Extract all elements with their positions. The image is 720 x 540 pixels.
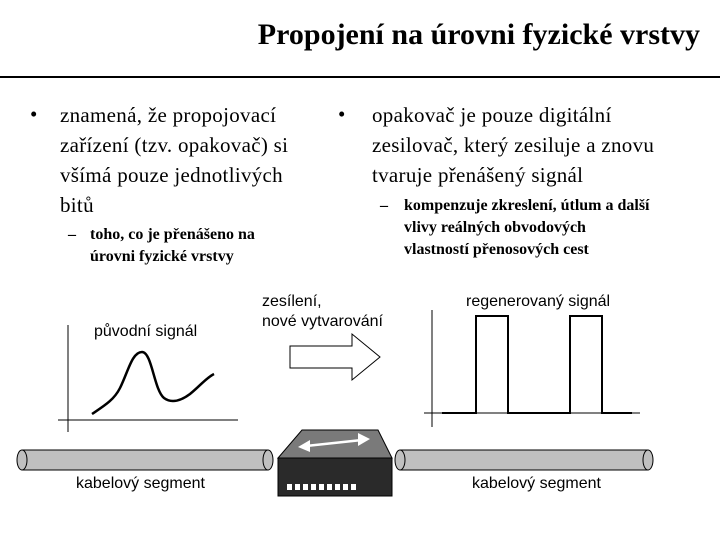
right-cable-segment: [395, 450, 653, 470]
amplify-label-line: nové vytvarování: [262, 313, 383, 330]
right-sub-line: vlastností přenosových cest: [404, 241, 589, 258]
left-cable-segment: [17, 450, 273, 470]
device-ports: [287, 484, 356, 490]
regenerated-signal-label: regenerovaný signál: [466, 293, 611, 310]
left-sub-line: toho, co je přenášeno na: [90, 226, 255, 243]
left-sub-dash: –: [68, 226, 76, 243]
amplify-arrow: [290, 334, 380, 380]
left-bullet-line: všímá pouze jednotlivých: [60, 163, 283, 187]
original-signal-waveform: [92, 352, 214, 414]
left-cable-label: kabelový segment: [76, 475, 205, 492]
right-cable-label: kabelový segment: [472, 475, 601, 492]
original-signal-label: původní signál: [94, 323, 198, 340]
left-bullet-line: bitů: [60, 193, 94, 217]
right-sub-dash: –: [380, 197, 388, 214]
right-sub-line: vlivy reálných obvodových: [404, 219, 586, 236]
right-bullet-symbol: •: [338, 102, 346, 126]
right-sub-line: kompenzuje zkreslení, útlum a další: [404, 197, 650, 214]
page-title: Propojení na úrovni fyzické vrstvy: [257, 18, 700, 51]
amplify-label-line: zesílení,: [262, 293, 322, 310]
left-bullet-line: znamená, že propojovací: [60, 103, 277, 127]
regenerated-signal-axes: [424, 310, 640, 427]
repeater-device-icon: [278, 430, 392, 496]
left-bullet-symbol: •: [30, 102, 38, 126]
left-sub-line: úrovni fyzické vrstvy: [90, 248, 234, 265]
right-bullet-line: zesilovač, který zesiluje a znovu: [372, 133, 655, 157]
regenerated-signal-waveform: [442, 316, 632, 413]
left-bullet-line: zařízení (tzv. opakovač) si: [60, 133, 289, 157]
amplify-label: [262, 292, 383, 332]
right-bullet-line: tvaruje přenášený signál: [372, 163, 584, 187]
right-bullet-line: opakovač je pouze digitální: [372, 103, 612, 127]
